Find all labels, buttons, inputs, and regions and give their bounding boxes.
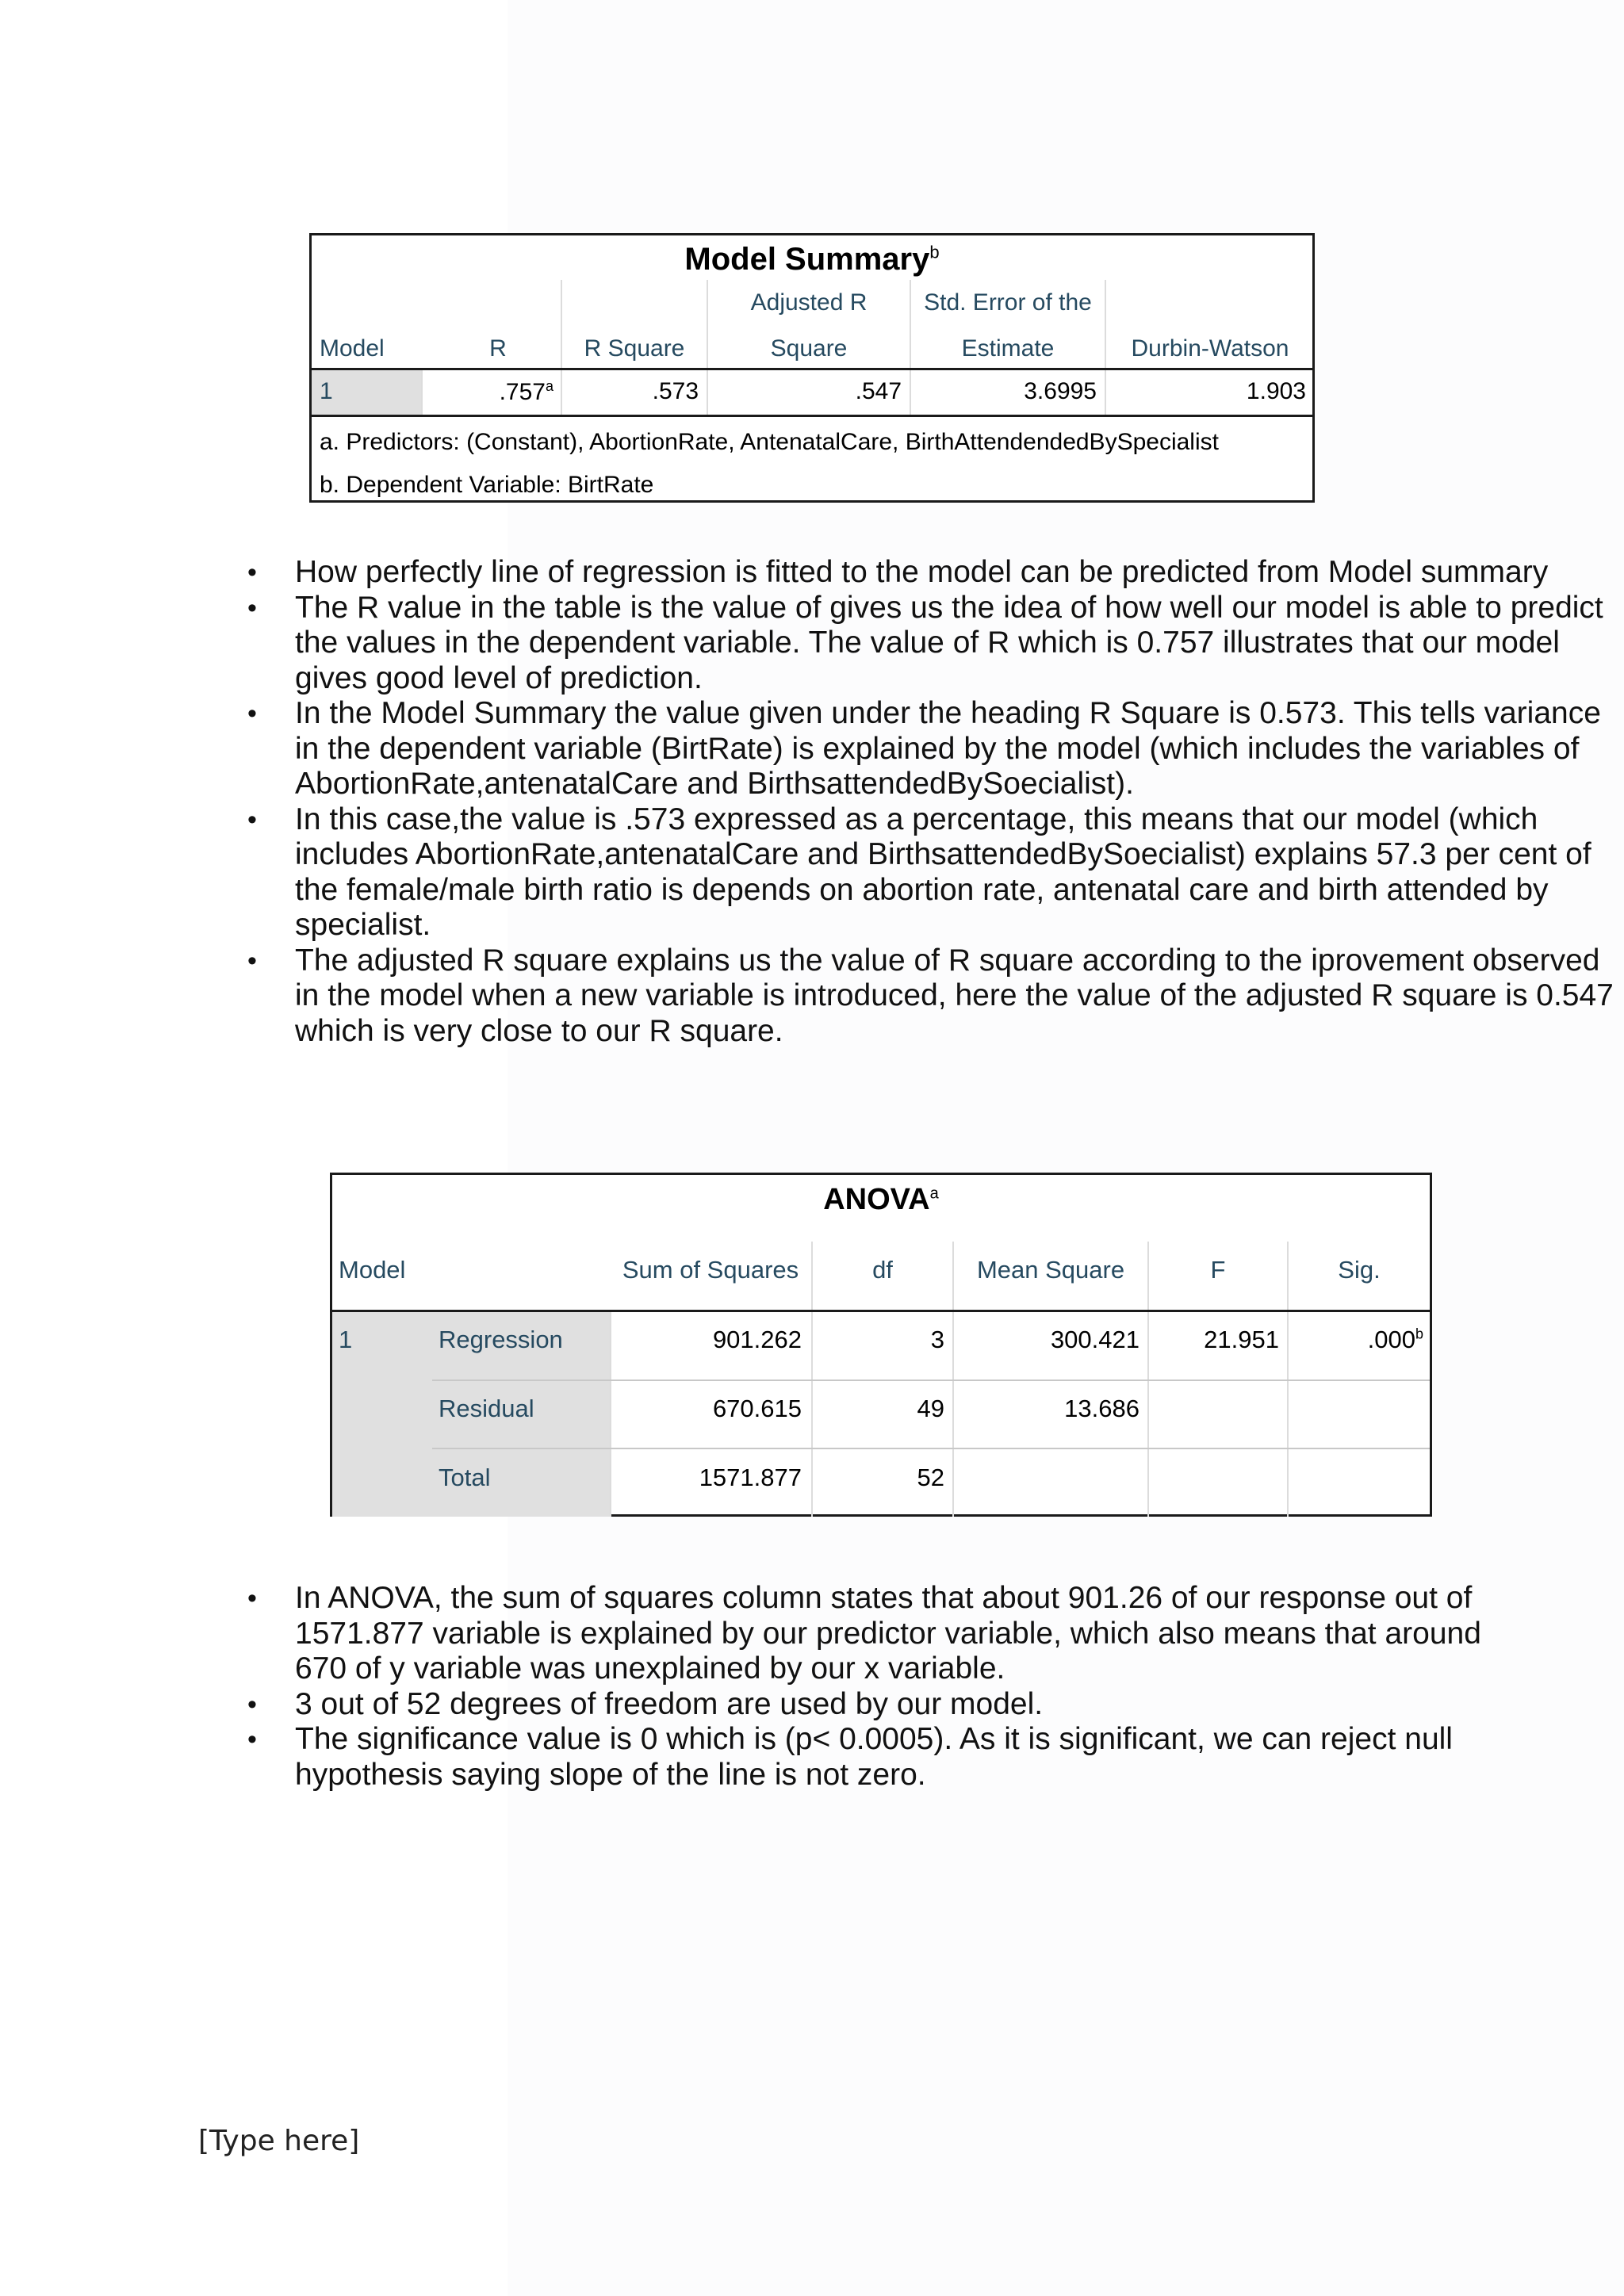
header-f: F	[1210, 1256, 1226, 1284]
header-adjusted-r-square: Square	[770, 335, 848, 362]
row-rule	[432, 1380, 1430, 1381]
cell-std-error: 3.6995	[1024, 378, 1097, 404]
cell-f: 21.951	[1204, 1326, 1279, 1353]
list-item: • The R value in the table is the value of gives us the idea of how well our model is able to predict the values in the dependent variable. The value of R which is 0.757 illustrates that our model gives good level of prediction.	[239, 591, 1624, 697]
cell-sum-of-squares: 901.262	[712, 1326, 802, 1353]
anova-table	[330, 1173, 1432, 1517]
cell-df: 3	[930, 1326, 944, 1353]
model-summary-table	[309, 233, 1315, 503]
row-label-residual: Residual	[439, 1395, 534, 1422]
cell-model: 1	[339, 1326, 353, 1353]
model-summary-notes	[239, 555, 1624, 1049]
row-label-total: Total	[439, 1464, 491, 1491]
list-item: • The significance value is 0 which is (p< 0.0005). As it is significant, we can reject null hypothesis saying slope of the line is not zero.	[239, 1722, 1492, 1793]
anova-title: ANOVA$^a$	[823, 1183, 939, 1216]
cell-model: 1	[320, 378, 333, 404]
cell-df: 52	[917, 1464, 944, 1491]
footer-placeholder[interactable]: [Type here]	[198, 2125, 360, 2157]
header-mean-square: Mean Square	[976, 1256, 1125, 1284]
list-item: • The adjusted R square explains us the value of R square according to the iprovement observed in the model when a new variable is introduced, here the value of the adjusted R square is 0.547 which is very close to our R square.	[239, 943, 1624, 1050]
header-sig: Sig.	[1338, 1256, 1381, 1284]
model-summary-title: Model Summary$^b$	[684, 242, 940, 277]
cell-mean-square: 13.686	[1064, 1395, 1139, 1422]
header-sum-of-squares: Sum of Squares	[622, 1256, 799, 1284]
note-predictors: a. Predictors: (Constant), AbortionRate, AntenatalCare, BirthAttendendedBySpecialist	[320, 429, 1219, 455]
header-rule	[312, 368, 1312, 370]
list-item: • In this case,the value is .573 expressed as a percentage, this means that our model (which includes AbortionRate,antenatalCare and BirthsattendedBySoecialist) explains 57.3 per cent of the female/male birth ratio is depends on abortion rate, antenatal care and birth attended by specialist.	[239, 802, 1624, 943]
header-r: R	[489, 335, 507, 362]
list-item: • 3 out of 52 degrees of freedom are used by our model.	[239, 1687, 1492, 1723]
header-std-error-estimate: Estimate	[961, 335, 1055, 362]
cell-adjusted-r-square: .547	[855, 378, 902, 404]
header-std-error: Std. Error of the	[924, 289, 1092, 316]
row-rule	[312, 415, 1312, 417]
note-dependent-variable: b. Dependent Variable: BirtRate	[320, 472, 654, 498]
row-label-regression: Regression	[439, 1326, 563, 1353]
header-adjusted-r: Adjusted R	[750, 289, 868, 316]
cell-r: .757$^a$	[499, 378, 553, 405]
header-model: Model	[320, 335, 385, 362]
cell-mean-square: 300.421	[1050, 1326, 1139, 1353]
header-r-square: R Square	[584, 335, 685, 362]
header-df: df	[872, 1256, 893, 1284]
anova-notes	[239, 1581, 1492, 1793]
list-item: • In ANOVA, the sum of squares column states that about 901.26 of our response out of 1571.877 variable is explained by our predictor variable, which also means that around 670 of y variable was unexplained by our x variable.	[239, 1581, 1492, 1687]
list-item: • How perfectly line of regression is fitted to the model can be predicted from Model summary	[239, 555, 1624, 591]
cell-sum-of-squares: 670.615	[712, 1395, 802, 1422]
list-item: • In the Model Summary the value given under the heading R Square is 0.573. This tells variance in the dependent variable (BirtRate) is explained by the model (which includes the variables of AbortionRate,antenatalCare and BirthsattendedBySoecialist).	[239, 696, 1624, 802]
cell-sum-of-squares: 1571.877	[699, 1464, 802, 1491]
header-durbin-watson: Durbin-Watson	[1131, 335, 1289, 362]
row-rule	[432, 1448, 1430, 1449]
cell-durbin-watson: 1.903	[1246, 378, 1306, 404]
header-rule	[332, 1310, 1430, 1312]
cell-sig: .000$^b$	[1367, 1326, 1423, 1353]
header-model: Model	[339, 1256, 406, 1284]
cell-r-square: .573	[652, 378, 699, 404]
cell-df: 49	[917, 1395, 944, 1422]
